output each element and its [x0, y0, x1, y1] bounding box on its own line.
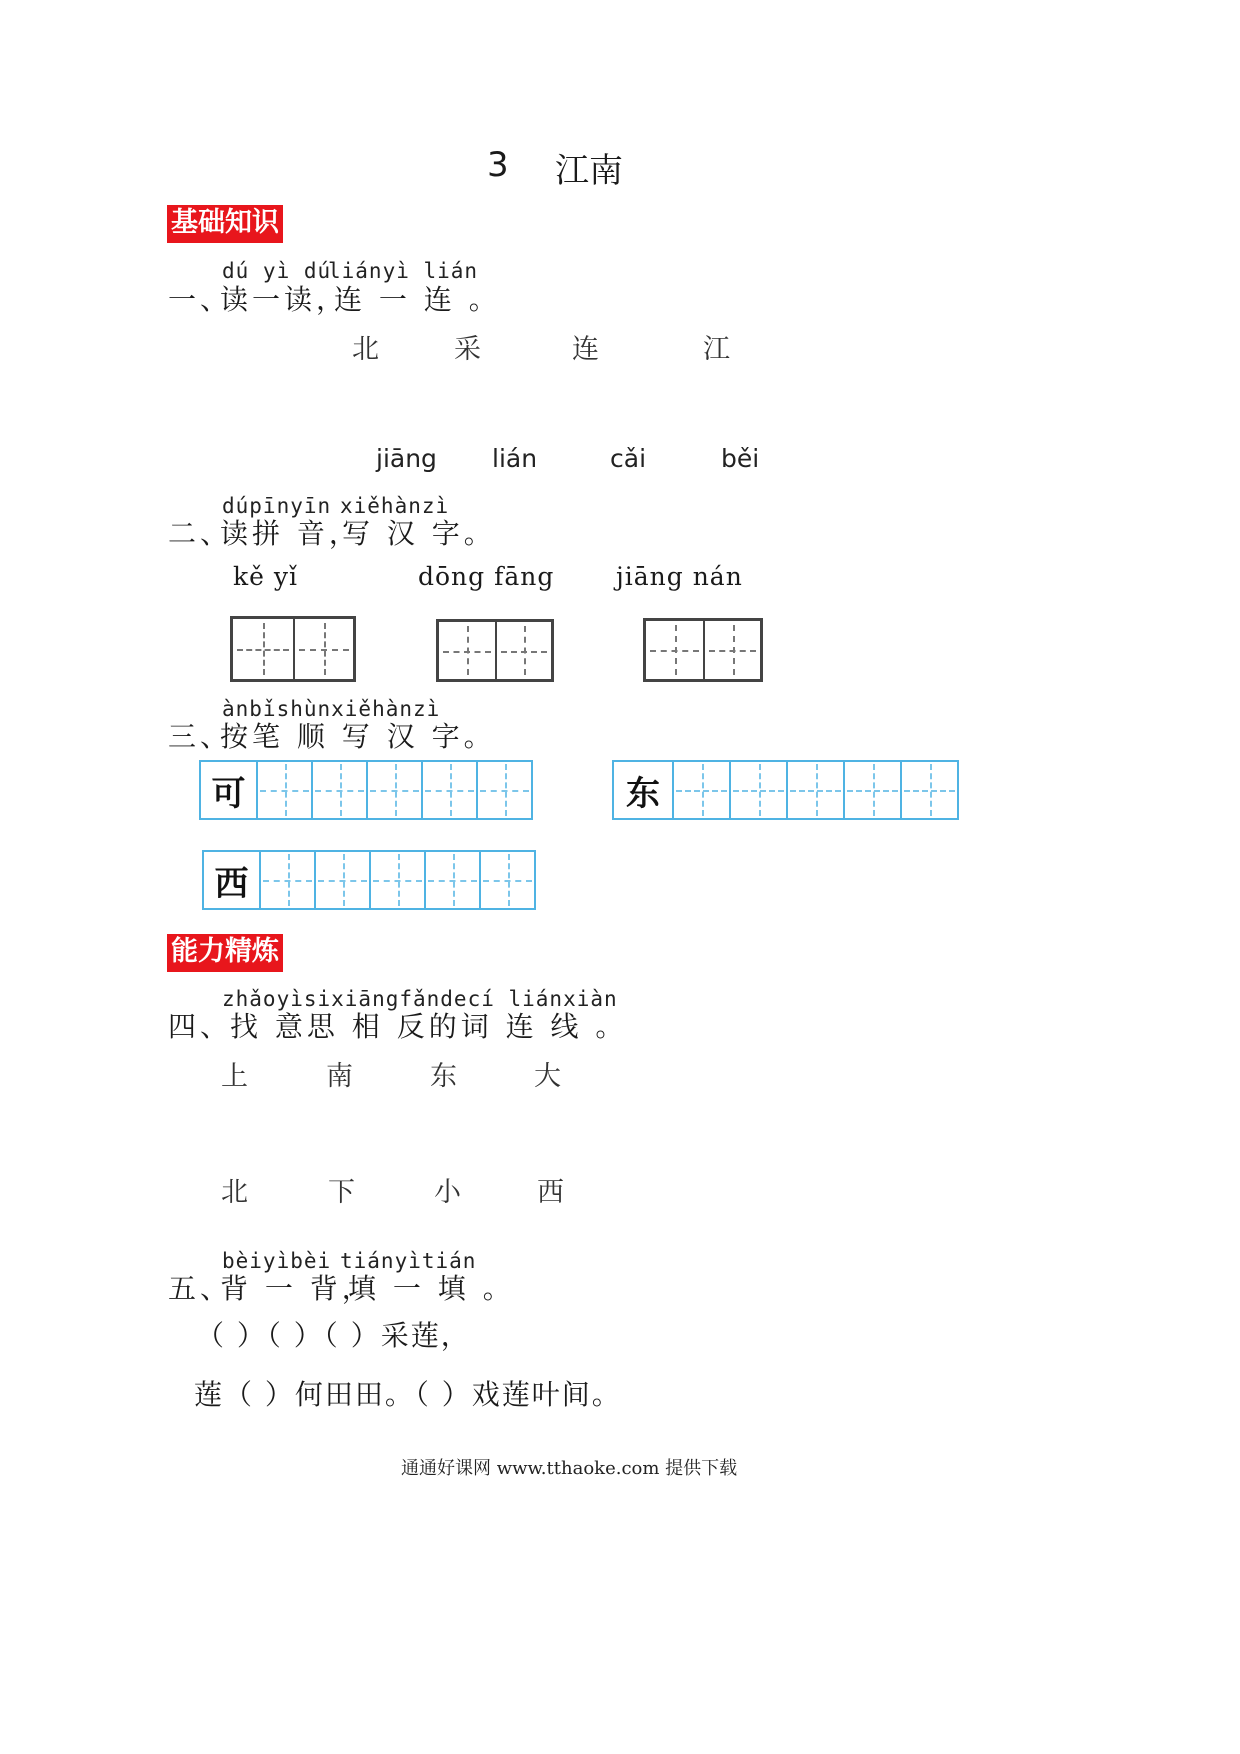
q1-char: 连 — [572, 334, 599, 365]
q4-top-char: 大 — [534, 1061, 561, 1092]
q1-pinyin-connect: liányì lián — [328, 259, 479, 283]
q2-pinyin-read: dúpīnyīn — [222, 494, 332, 518]
q4-pinyin: zhǎoyìsixiāngfǎndecí liánxiàn — [222, 987, 618, 1011]
q4-prompt: 找 意思 相 反的词 连 线 。 — [230, 1010, 628, 1043]
q5-prompt: 背 一 背， — [220, 1272, 374, 1305]
q5-number: 五、 — [168, 1272, 233, 1305]
q5-fill-line[interactable]: 莲（ ）何田田。（ ）戏莲叶间。 — [194, 1378, 622, 1411]
q3-pinyin: ànbǐshùnxiěhànzì — [222, 697, 441, 721]
q2-prompt: 读拼 音， — [220, 517, 361, 550]
writing-grid[interactable] — [230, 616, 356, 682]
stroke-order-strip[interactable] — [199, 760, 533, 820]
section-badge-ability: 能力精炼 — [167, 934, 283, 972]
model-char: 东 — [626, 773, 660, 814]
writing-grid[interactable] — [643, 618, 763, 682]
q1-pinyin-option: lián — [492, 444, 538, 473]
q1-char: 采 — [454, 334, 481, 365]
q1-prompt-connect: 连 一 连 。 — [334, 283, 501, 316]
q2-pinyin-word: dōng fāng — [418, 562, 555, 591]
q5-prompt-fill: 填 一 填 。 — [348, 1272, 515, 1305]
q3-prompt: 按笔 顺 写 汉 字。 — [220, 720, 496, 753]
q2-pinyin-word: jiāng nán — [616, 562, 743, 591]
page-footer: 通通好课网 www.tthaoke.com 提供下载 — [401, 1458, 738, 1479]
q4-bottom-char: 西 — [537, 1177, 564, 1208]
q4-top-char: 东 — [430, 1061, 457, 1092]
q2-number: 二、 — [168, 517, 233, 550]
title-number: 3 — [487, 145, 509, 185]
q3-number: 三、 — [168, 720, 233, 753]
q4-bottom-char: 小 — [434, 1177, 461, 1208]
stroke-order-strip[interactable] — [612, 760, 959, 820]
q2-pinyin-write: xiěhànzì — [340, 494, 450, 518]
q5-fill-line[interactable]: （ ）（ ）（ ）采莲， — [196, 1319, 471, 1352]
q2-prompt-write: 写 汉 字。 — [342, 517, 496, 550]
q4-bottom-char: 下 — [328, 1177, 355, 1208]
q4-top-char: 上 — [221, 1061, 248, 1092]
q1-char: 北 — [352, 334, 379, 365]
section-badge-basic: 基础知识 — [167, 205, 283, 243]
q1-prompt: 读一读， — [220, 283, 349, 316]
q1-pinyin-option: jiāng — [376, 444, 437, 473]
model-char: 可 — [211, 773, 246, 814]
page-title: 江南 — [555, 151, 623, 191]
model-char: 西 — [214, 863, 249, 904]
q2-pinyin-word: kě yǐ — [233, 562, 299, 591]
q1-pinyin-option: běi — [721, 444, 760, 473]
stroke-order-strip[interactable] — [202, 850, 536, 910]
q4-bottom-char: 北 — [221, 1177, 248, 1208]
q1-number: 一、 — [168, 283, 233, 316]
q5-pinyin-fill: tiányìtián — [340, 1249, 477, 1273]
q1-char: 江 — [703, 334, 730, 365]
q4-top-char: 南 — [326, 1061, 353, 1092]
writing-grid[interactable] — [436, 619, 554, 682]
q5-pinyin-recite: bèiyìbèi — [222, 1249, 332, 1273]
q1-pinyin-option: cǎi — [610, 444, 647, 473]
q4-number: 四、 — [168, 1010, 233, 1043]
q1-pinyin-read: dú yì dú — [222, 259, 332, 283]
